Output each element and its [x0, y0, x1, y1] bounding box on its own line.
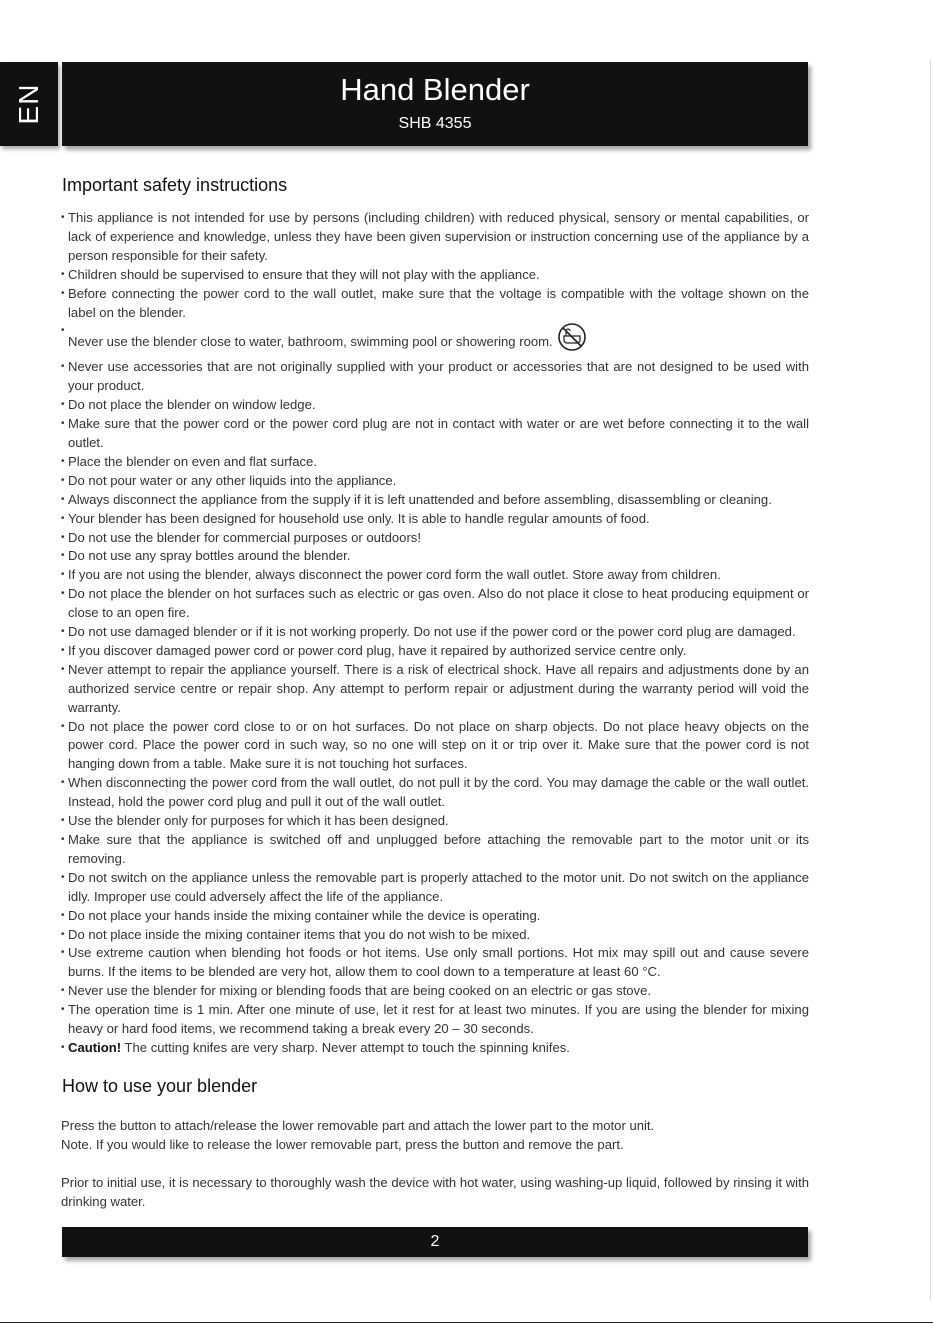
safety-item: • This appliance is not intended for use by persons (including children) with reduced physical, sensory or mental capabilities, or lack of experience and knowledge, unless they have been given supervision or instruction concerning use of the appliance by a person responsible for their safety.: [61, 209, 809, 266]
safety-item: • Do not place the blender on window ledge.: [61, 396, 809, 415]
safety-item: • Your blender has been designed for household use only. It is able to handle regular amounts of food.: [61, 510, 809, 529]
safety-item: • Place the blender on even and flat surface.: [61, 453, 809, 472]
language-tab: [0, 62, 58, 146]
page-footer: [62, 1227, 808, 1257]
safety-item: • Do not switch on the appliance unless the removable part is properly attached to the motor unit. Do not switch on the appliance idly. Improper use could adversely affect the life of the appliance.: [61, 869, 809, 907]
safety-heading: Important safety instructions: [62, 175, 288, 195]
safety-item: • The operation time is 1 min. After one minute of use, let it rest for at least two minutes. If you are using the blender for mixing heavy or hard food items, we recommend taking a break every 20 – 30 seconds.: [61, 1001, 809, 1039]
product-title: Hand Blender: [340, 72, 530, 107]
usage-text: [61, 1117, 809, 1212]
usage-paragraph: Prior to initial use, it is necessary to thoroughly wash the device with hot water, using washing-up liquid, followed by rinsing it with drinking water.: [61, 1174, 809, 1209]
usage-note: Note. If you would like to release the lower removable part, press the button and remove the part.: [61, 1136, 624, 1152]
safety-item: • Never attempt to repair the appliance yourself. There is a risk of electrical shock. Have all repairs and adjustments done by an authorized service centre or repair shop. Any attempt to perform repair or adjustment during the warranty period will void the warranty.: [61, 661, 809, 718]
caution-label: Caution!: [68, 1039, 122, 1055]
safety-item: • Make sure that the power cord or the power cord plug are not in contact with water or are wet before connecting it to the wall outlet.: [61, 415, 809, 453]
safety-item: • Children should be supervised to ensure that they will not play with the appliance.: [61, 266, 809, 285]
safety-item: • Use extreme caution when blending hot foods or hot items. Use only small portions. Hot mix may spill out and cause severe burns. If the items to be blended are very hot, allow them to cool down to a temperature at least 60 °C.: [61, 944, 809, 982]
caution-item: [61, 1039, 809, 1058]
safety-item: • Use the blender only for purposes for which it has been designed.: [61, 812, 809, 831]
bottom-rule: [0, 1322, 933, 1323]
safety-item: • Do not pour water or any other liquids into the appliance.: [61, 472, 809, 491]
safety-item: • Do not place the blender on hot surfaces such as electric or gas oven. Also do not place it close to heat producing equipment or close to an open fire.: [61, 585, 809, 623]
page-number: 2: [430, 1233, 440, 1250]
caution-text: The cutting knifes are very sharp. Never attempt to touch the spinning knifes.: [121, 1039, 570, 1055]
safety-item: • When disconnecting the power cord from the wall outlet, do not pull it by the cord. You may damage the cable or the wall outlet. Instead, hold the power cord plug and pull it out of the wall outlet.: [61, 774, 809, 812]
safety-item: • Never use the blender for mixing or blending foods that are being cooked on an electric or gas stove.: [61, 982, 809, 1001]
safety-item: [61, 322, 809, 358]
safety-item: • Never use accessories that are not originally supplied with your product or accessories that are not designed to be used with your product.: [61, 358, 809, 396]
usage-heading: How to use your blender: [62, 1076, 258, 1096]
no-bath-icon: [555, 322, 589, 358]
safety-item: • Do not place the power cord close to or on hot surfaces. Do not place on sharp objects. Do not place heavy objects on the power cord. Place the power cord in such way, so no one will step on it or trip over it. Make sure that the power cord is not hanging down from a table. Make sure it is not touching hot surfaces.: [61, 718, 809, 775]
page-edge-line: [930, 60, 931, 1300]
safety-list: [61, 209, 809, 1058]
safety-item: • Make sure that the appliance is switched off and unplugged before attaching the removable part to the motor unit or its removing.: [61, 831, 809, 869]
safety-item: • If you are not using the blender, always disconnect the power cord form the wall outlet. Store away from children.: [61, 566, 809, 585]
usage-paragraph: Press the button to attach/release the lower removable part and attach the lower part to the motor unit.: [61, 1118, 655, 1133]
safety-item-text: Never use the blender close to water, bathroom, swimming pool or showering room.: [68, 334, 553, 350]
safety-item: • Always disconnect the appliance from the supply if it is left unattended and before assembling, disassembling or cleaning.: [61, 491, 809, 510]
safety-item: • If you discover damaged power cord or power cord plug, have it repaired by authorized service centre only.: [61, 642, 809, 661]
safety-item: • Do not place inside the mixing container items that you do not wish to be mixed.: [61, 926, 809, 945]
page-header: [62, 62, 808, 146]
safety-item: • Do not use the blender for commercial purposes or outdoors!: [61, 529, 809, 548]
safety-item: • Do not use any spray bottles around the blender.: [61, 547, 809, 566]
safety-item: • Do not place your hands inside the mixing container while the device is operating.: [61, 907, 809, 926]
product-model: SHB 4355: [398, 115, 472, 132]
safety-item: • Before connecting the power cord to the wall outlet, make sure that the voltage is compatible with the voltage shown on the label on the blender.: [61, 285, 809, 323]
safety-item: • Do not use damaged blender or if it is not working properly. Do not use if the power cord or the power cord plug are damaged.: [61, 623, 809, 642]
language-label: EN: [13, 83, 44, 125]
